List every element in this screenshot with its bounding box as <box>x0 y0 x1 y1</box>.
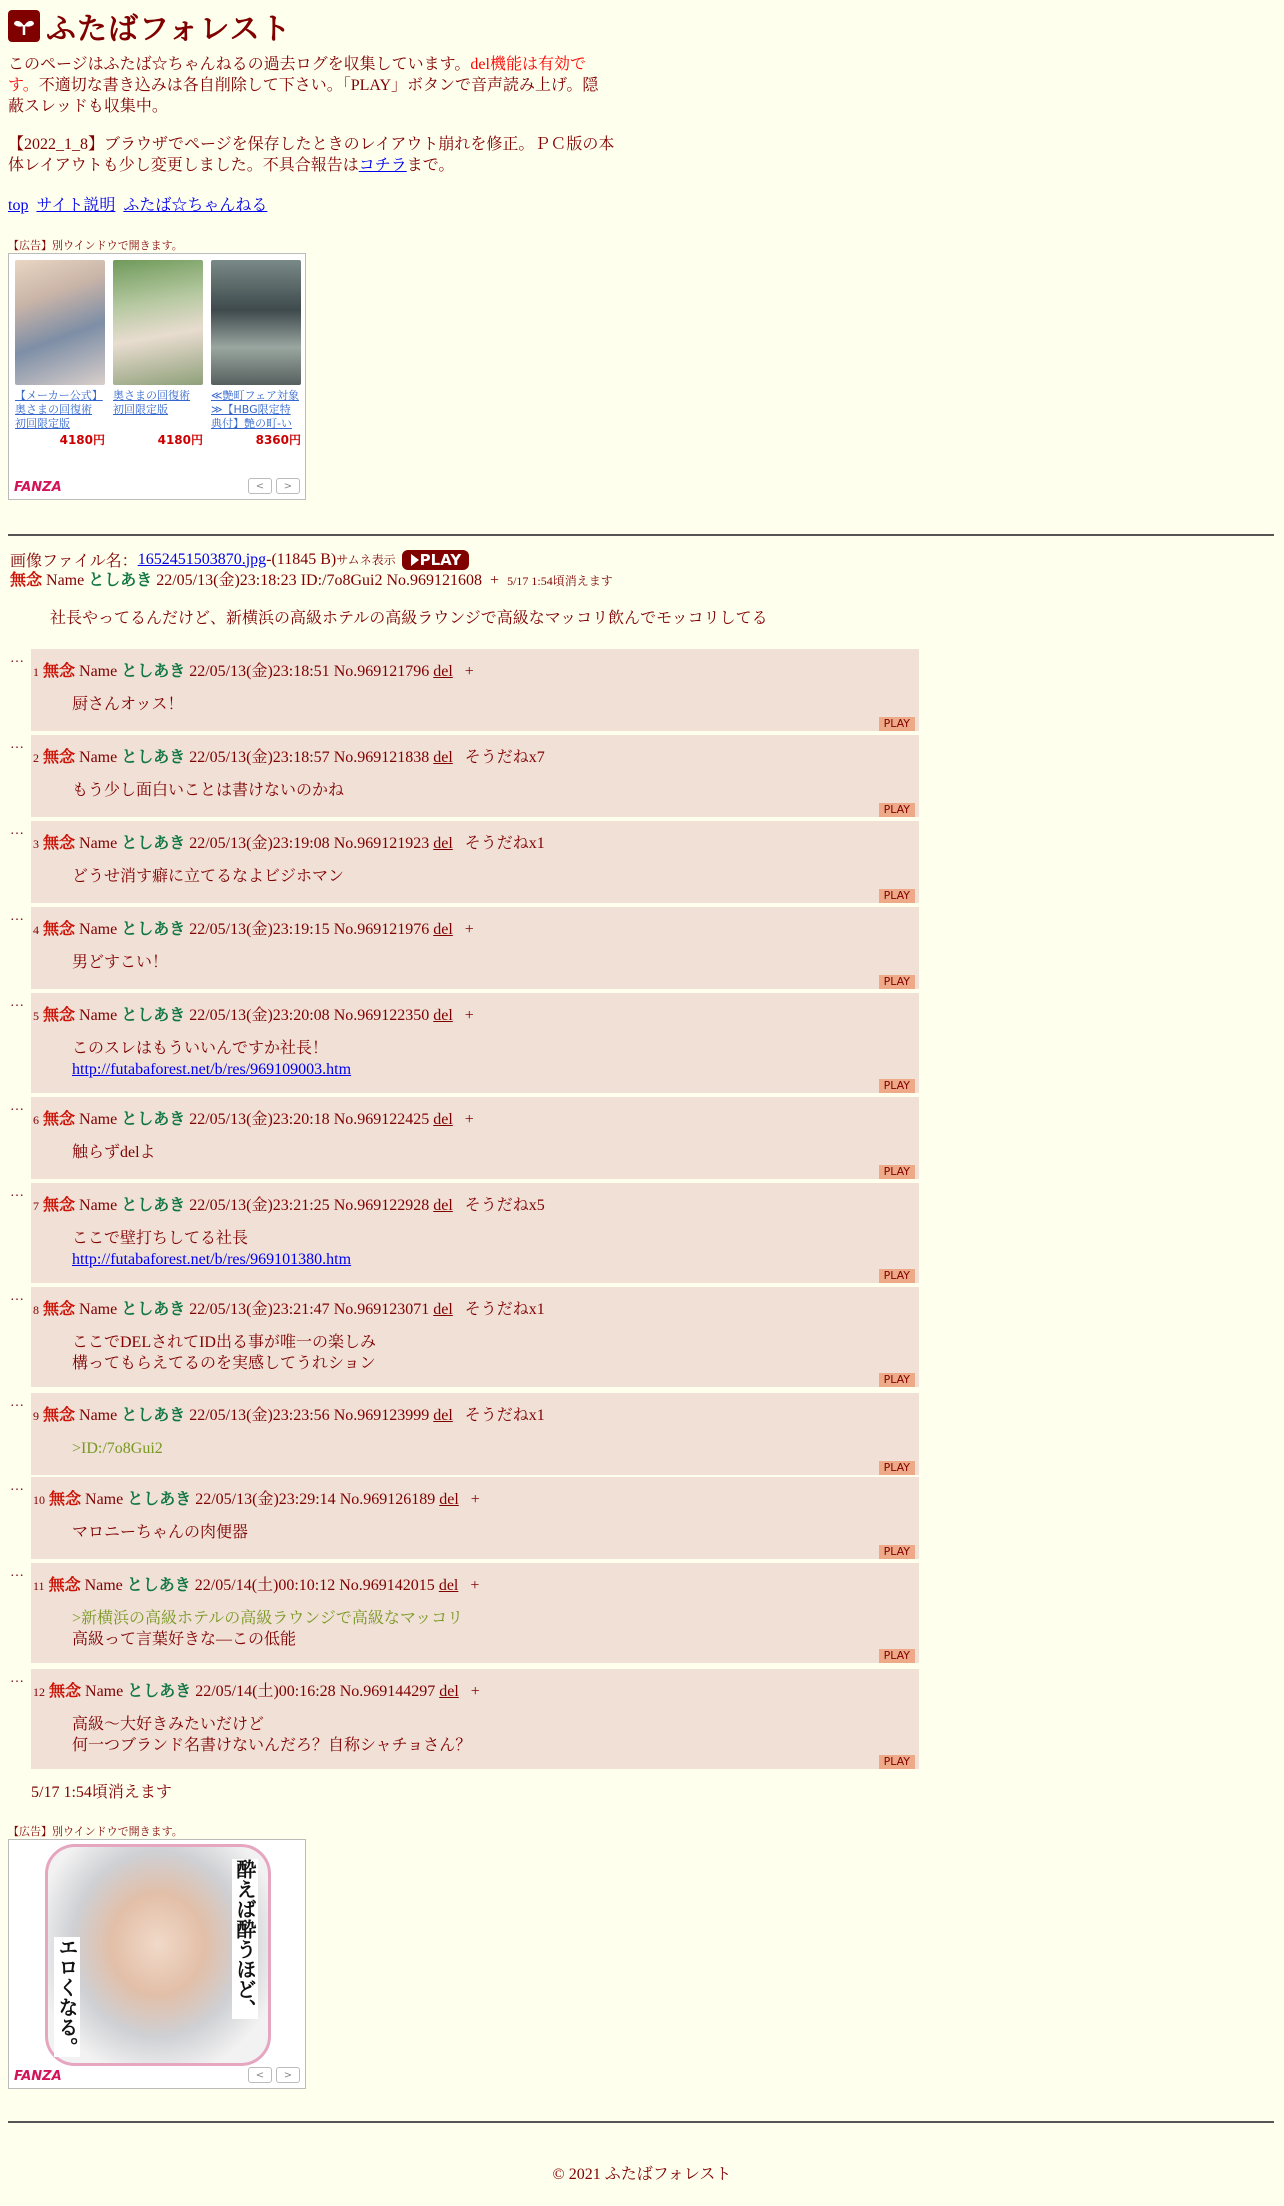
site-title: ふたばフォレスト <box>46 12 292 47</box>
reply-del-button[interactable]: del <box>439 1491 459 1508</box>
reply-name-label: Name <box>79 835 118 852</box>
reply-name-label: Name <box>85 1491 124 1508</box>
reply-text-line: もう少し面白いことは書けないのかね <box>72 782 345 799</box>
reply-marker: … <box>10 995 24 1010</box>
reply-marker: … <box>10 737 24 752</box>
op-play-label: PLAY <box>419 550 462 569</box>
op-id: ID:/7o8Gui2 <box>300 572 383 589</box>
reply-post-number: No.969123999 <box>333 1407 430 1424</box>
op-subject: 無念 <box>10 572 43 589</box>
reply-sodane-button[interactable]: + <box>470 1491 480 1508</box>
reply-number: 6 <box>33 1113 39 1127</box>
file-link[interactable]: 1652451503870.jpg <box>137 550 267 568</box>
intro-text <box>8 54 608 117</box>
reply-sodane-button[interactable]: + <box>464 663 474 680</box>
ad-product-image[interactable] <box>113 260 203 385</box>
play-icon <box>410 554 420 566</box>
ad-product-price: 4180円 <box>59 433 105 447</box>
reply-text-line: ここで壁打ちしてる社長 <box>72 1230 249 1247</box>
op-header <box>10 567 613 590</box>
op-name: としあき <box>88 572 153 589</box>
reply-header <box>33 1486 480 1509</box>
reply-post-number: No.969121796 <box>333 663 430 680</box>
ad-banner-products <box>8 253 306 500</box>
notice-suffix: まで。 <box>406 157 455 174</box>
reply-subject: 無念 <box>49 1683 82 1700</box>
reply-quote-line: >ID:/7o8Gui2 <box>72 1440 163 1457</box>
reply-date: 22/05/13(金)23:23:56 <box>189 1407 330 1424</box>
reply-name-label: Name <box>84 1577 123 1594</box>
reply-play-button[interactable]: PLAY <box>879 1269 915 1283</box>
reply-number: 1 <box>33 665 39 679</box>
ad-product-title[interactable]: 【メーカー公式】奥さまの回復術 初回限定版 <box>15 389 103 430</box>
reply-header <box>33 1678 480 1701</box>
reply-del-button[interactable]: del <box>433 1111 453 1128</box>
nav-about-link[interactable]: サイト説明 <box>36 197 116 214</box>
reply-sodane-button[interactable]: そうだねx5 <box>464 1197 545 1214</box>
footer-copyright: © 2021 ふたばフォレスト <box>552 2166 732 2183</box>
reply-text-line: 触らずdelよ <box>72 1144 156 1161</box>
reply-header <box>33 830 545 853</box>
reply-post <box>31 1669 919 1769</box>
reply-body <box>72 1142 156 1163</box>
reply-text-line: 高級って言葉好きな―この低能 <box>72 1631 297 1648</box>
op-body: 社長やってるんだけど、新横浜の高級ホテルの高級ラウンジで高級なマッコリ飲んでモッコリしてる <box>50 610 768 627</box>
reply-name: としあき <box>121 835 186 852</box>
reply-del-button[interactable]: del <box>433 1197 453 1214</box>
ad-product-image[interactable] <box>211 260 301 385</box>
reply-name: としあき <box>121 749 186 766</box>
reply-post <box>31 907 919 989</box>
intro-text-1: このページはふたば☆ちゃんねるの過去ログを収集しています。 <box>8 56 471 73</box>
intro-text-2: 不適切な書き込みは各自削除して下さい。「PLAY」ボタンで音声読み上げ。隠蔽スレッドも収集中。 <box>8 77 599 115</box>
reply-header <box>33 1296 545 1319</box>
reply-post-number: No.969122928 <box>333 1197 430 1214</box>
reply-name: としあき <box>121 921 186 938</box>
reply-del-button[interactable]: del <box>433 835 453 852</box>
reply-post-number: No.969122350 <box>333 1007 430 1024</box>
reply-header <box>33 658 474 681</box>
reply-subject: 無念 <box>43 1007 76 1024</box>
reply-sodane-button[interactable]: そうだねx1 <box>464 1407 545 1424</box>
reply-number: 8 <box>33 1303 39 1317</box>
reply-sodane-button[interactable]: そうだねx7 <box>464 749 545 766</box>
reply-name: としあき <box>127 1491 192 1508</box>
reply-date: 22/05/13(金)23:19:15 <box>189 921 330 938</box>
nav-links <box>8 192 271 215</box>
reply-play-button[interactable]: PLAY <box>879 1165 915 1179</box>
reply-sodane-button[interactable]: そうだねx1 <box>464 1301 545 1318</box>
site-logo[interactable] <box>8 4 292 48</box>
reply-play-button[interactable]: PLAY <box>879 889 915 903</box>
reply-header <box>33 916 474 939</box>
ad-video-caption-2: エロくなる。 <box>55 1937 79 2057</box>
reply-post <box>31 1287 919 1387</box>
reply-subject: 無念 <box>43 1111 76 1128</box>
reply-post <box>31 1393 919 1475</box>
nav-top-link[interactable]: top <box>8 197 29 214</box>
reply-body <box>72 1714 471 1756</box>
reply-text-line: 男どすこい！ <box>72 954 169 971</box>
thumb-toggle[interactable]: サムネ表示 <box>336 553 396 567</box>
reply-name: としあき <box>121 1007 186 1024</box>
ad-product[interactable] <box>211 260 301 448</box>
nav-futaba-link[interactable]: ふたば☆ちゃんねる <box>123 197 268 214</box>
reply-sodane-button[interactable]: そうだねx1 <box>464 835 545 852</box>
file-label: 画像ファイル名： <box>10 553 138 570</box>
reply-subject: 無念 <box>49 1491 82 1508</box>
reply-sodane-button[interactable]: + <box>464 1111 474 1128</box>
reply-header <box>33 1002 474 1025</box>
ad-video-image[interactable] <box>45 1844 271 2066</box>
reply-body <box>72 952 168 973</box>
reply-name-label: Name <box>85 1683 124 1700</box>
reply-post-number: No.969142015 <box>339 1577 435 1594</box>
reply-text-line: 厨さんオッス！ <box>72 696 184 713</box>
reply-sodane-button[interactable]: + <box>464 921 474 938</box>
reply-play-button[interactable]: PLAY <box>879 1755 915 1769</box>
reply-post-number: No.969122425 <box>333 1111 430 1128</box>
ad-pager <box>248 478 300 494</box>
reply-number: 4 <box>33 923 39 937</box>
reply-sodane-button[interactable]: + <box>464 1007 474 1024</box>
reply-play-button[interactable]: PLAY <box>879 1545 915 1559</box>
ad-product[interactable] <box>15 260 105 448</box>
reply-post-number: No.969121923 <box>333 835 430 852</box>
reply-thread-link[interactable]: http://futabaforest.net/b/res/969101380.htm <box>72 1251 352 1268</box>
reply-post <box>31 993 919 1093</box>
reply-post <box>31 821 919 903</box>
reply-text-line: 何一つブランド名書けないんだろ？自称シャチョさん？ <box>72 1737 472 1754</box>
reply-date: 22/05/13(金)23:21:47 <box>189 1301 330 1318</box>
reply-name: としあき <box>121 1111 186 1128</box>
reply-marker: … <box>10 823 24 838</box>
reply-marker: … <box>10 1395 24 1410</box>
reply-post <box>31 1097 919 1179</box>
op-name-label: Name <box>46 572 85 589</box>
ad-product-price: 4180円 <box>157 433 203 447</box>
reply-play-button[interactable]: PLAY <box>879 1461 915 1475</box>
notice-text: 【2022_1_8】ブラウザでページを保存したときのレイアウト崩れを修正。ＰＣ版の本体レイアウトも少し変更しました。不具合報告は <box>8 136 615 174</box>
reply-post-number: No.969126189 <box>339 1491 436 1508</box>
file-size: -(11845 B) <box>266 550 337 568</box>
reply-del-button[interactable]: del <box>433 663 453 680</box>
ad-product-image[interactable] <box>15 260 105 385</box>
reply-post-number: No.969144297 <box>339 1683 436 1700</box>
reply-number: 9 <box>33 1409 39 1423</box>
reply-play-button[interactable]: PLAY <box>879 1373 915 1387</box>
reply-body <box>72 1228 351 1270</box>
reply-number: 5 <box>33 1009 39 1023</box>
reply-number: 11 <box>33 1579 45 1593</box>
reply-name: としあき <box>121 1301 186 1318</box>
reply-name: としあき <box>121 1197 186 1214</box>
divider <box>8 534 1274 536</box>
reply-body <box>72 1608 463 1650</box>
ad-prev-button[interactable]: < <box>248 2067 272 2083</box>
reply-thread-link[interactable]: http://futabaforest.net/b/res/969109003.htm <box>72 1061 352 1078</box>
reply-marker: … <box>10 1479 24 1494</box>
reply-number: 2 <box>33 751 39 765</box>
reply-subject: 無念 <box>48 1577 81 1594</box>
reply-marker: … <box>10 651 24 666</box>
reply-del-button[interactable]: del <box>433 749 453 766</box>
reply-del-button[interactable]: del <box>438 1577 459 1594</box>
reply-del-button[interactable]: del <box>439 1683 459 1700</box>
reply-date: 22/05/13(金)23:29:14 <box>195 1491 336 1508</box>
ad-next-button[interactable]: > <box>276 2067 300 2083</box>
reply-post <box>31 1563 919 1663</box>
reply-number: 10 <box>33 1493 45 1507</box>
op-number: No.969121608 <box>386 572 483 589</box>
reply-body <box>72 1438 163 1459</box>
reply-number: 3 <box>33 837 39 851</box>
reply-post-number: No.969121838 <box>333 749 430 766</box>
ad-label: 【広告】別ウインドウで開きます。 <box>8 1825 183 1838</box>
reply-body <box>72 1522 248 1543</box>
reply-text-line: 構ってもらえてるのを実感してうれション <box>72 1355 376 1372</box>
reply-body <box>72 780 344 801</box>
reply-header <box>33 1106 474 1129</box>
ad-pager <box>248 2067 300 2083</box>
reply-post <box>31 1183 919 1283</box>
fanza-logo: FANZA <box>14 2069 62 2084</box>
reply-header <box>33 1402 545 1425</box>
reply-date: 22/05/13(金)23:21:25 <box>189 1197 330 1214</box>
fanza-logo: FANZA <box>14 480 62 495</box>
reply-play-button[interactable]: PLAY <box>879 717 915 731</box>
reply-marker: … <box>10 1185 24 1200</box>
reply-subject: 無念 <box>43 1197 76 1214</box>
reply-number: 12 <box>33 1685 45 1699</box>
reply-body <box>72 1332 376 1374</box>
reply-marker: … <box>10 909 24 924</box>
ad-product-title[interactable]: 奥さまの回復術 初回限定版 <box>113 389 190 416</box>
reply-play-button[interactable]: PLAY <box>879 803 915 817</box>
reply-name-label: Name <box>79 921 118 938</box>
ad-product-price: 8360円 <box>255 433 301 447</box>
ad-product-title[interactable]: ≪艶町フェア対象≫【HBG限定特典付】艶の町-い <box>211 389 299 430</box>
reply-name-label: Name <box>79 1407 118 1424</box>
reply-post-number: No.969123071 <box>333 1301 430 1318</box>
reply-play-button[interactable]: PLAY <box>879 1079 915 1093</box>
ad-video-caption-1: 酔えば酔うほど、 <box>233 1859 257 2019</box>
reply-marker: … <box>10 1565 24 1580</box>
reply-name: としあき <box>126 1577 191 1594</box>
reply-body <box>72 1038 351 1080</box>
reply-header <box>33 1192 545 1215</box>
reply-name-label: Name <box>79 1197 118 1214</box>
reply-name-label: Name <box>79 663 118 680</box>
reply-marker: … <box>10 1099 24 1114</box>
reply-header <box>33 744 545 767</box>
op-expire-note: 5/17 1:54頃消えます <box>507 574 613 588</box>
reply-play-button[interactable]: PLAY <box>879 975 915 989</box>
reply-name-label: Name <box>79 749 118 766</box>
op-sodane-button[interactable]: + <box>490 572 500 589</box>
reply-subject: 無念 <box>43 1301 76 1318</box>
reply-header <box>33 1572 479 1595</box>
reply-text-line: 高級〜大好きみたいだけど <box>72 1716 265 1733</box>
update-notice <box>8 134 618 176</box>
reply-date: 22/05/13(金)23:20:18 <box>189 1111 330 1128</box>
sprout-logo-icon <box>8 10 40 42</box>
reply-subject: 無念 <box>43 749 76 766</box>
reply-del-button[interactable]: del <box>433 1407 453 1424</box>
ad-next-button[interactable]: > <box>276 478 300 494</box>
reply-body <box>72 694 184 715</box>
reply-name: としあき <box>121 663 186 680</box>
reply-del-button[interactable]: del <box>433 1007 453 1024</box>
reply-play-button[interactable]: PLAY <box>879 1649 915 1663</box>
reply-subject: 無念 <box>43 921 76 938</box>
reply-number: 7 <box>33 1199 39 1213</box>
reply-name: としあき <box>121 1407 186 1424</box>
reply-subject: 無念 <box>43 1407 76 1424</box>
reply-name-label: Name <box>79 1111 118 1128</box>
reply-post <box>31 735 919 817</box>
reply-date: 22/05/13(金)23:18:51 <box>189 663 330 680</box>
ad-label: 【広告】別ウインドウで開きます。 <box>8 239 183 252</box>
reply-date: 22/05/14(土)00:16:28 <box>195 1683 336 1700</box>
reply-text-line: このスレはもういいんですか社長！ <box>72 1040 329 1057</box>
reply-post <box>31 649 919 731</box>
reply-date: 22/05/13(金)23:20:08 <box>189 1007 330 1024</box>
report-link[interactable]: コチラ <box>358 157 407 174</box>
reply-post-number: No.969121976 <box>333 921 430 938</box>
reply-name-label: Name <box>79 1007 118 1024</box>
reply-subject: 無念 <box>43 663 76 680</box>
reply-body <box>72 866 344 887</box>
reply-date: 22/05/14(土)00:10:12 <box>194 1577 336 1594</box>
reply-subject: 無念 <box>43 835 76 852</box>
reply-date: 22/05/13(金)23:18:57 <box>189 749 330 766</box>
reply-text-line: どうせ消す癖に立てるなよビジホマン <box>72 868 345 885</box>
reply-sodane-button[interactable]: + <box>470 1577 480 1594</box>
reply-name-label: Name <box>79 1301 118 1318</box>
reply-del-button[interactable]: del <box>433 1301 453 1318</box>
ad-prev-button[interactable]: < <box>248 478 272 494</box>
reply-quote-line: >新横浜の高級ホテルの高級ラウンジで高級なマッコリ <box>72 1610 464 1627</box>
ad-banner-video[interactable] <box>8 1839 306 2089</box>
expire-note: 5/17 1:54頃消えます <box>31 1784 172 1801</box>
reply-del-button[interactable]: del <box>433 921 453 938</box>
reply-sodane-button[interactable]: + <box>470 1683 480 1700</box>
intro-del-notice: del機能は有効です。 <box>8 56 586 94</box>
ad-product[interactable] <box>113 260 203 448</box>
reply-post <box>31 1477 919 1559</box>
reply-text-line: マロニーちゃんの肉便器 <box>72 1524 249 1541</box>
reply-date: 22/05/13(金)23:19:08 <box>189 835 330 852</box>
divider <box>8 2121 1274 2123</box>
reply-name: としあき <box>127 1683 192 1700</box>
reply-marker: … <box>10 1289 24 1304</box>
reply-marker: … <box>10 1671 24 1686</box>
op-date: 22/05/13(金)23:18:23 <box>156 572 297 589</box>
reply-text-line: ここでDELされてID出る事が唯一の楽しみ <box>72 1334 376 1351</box>
